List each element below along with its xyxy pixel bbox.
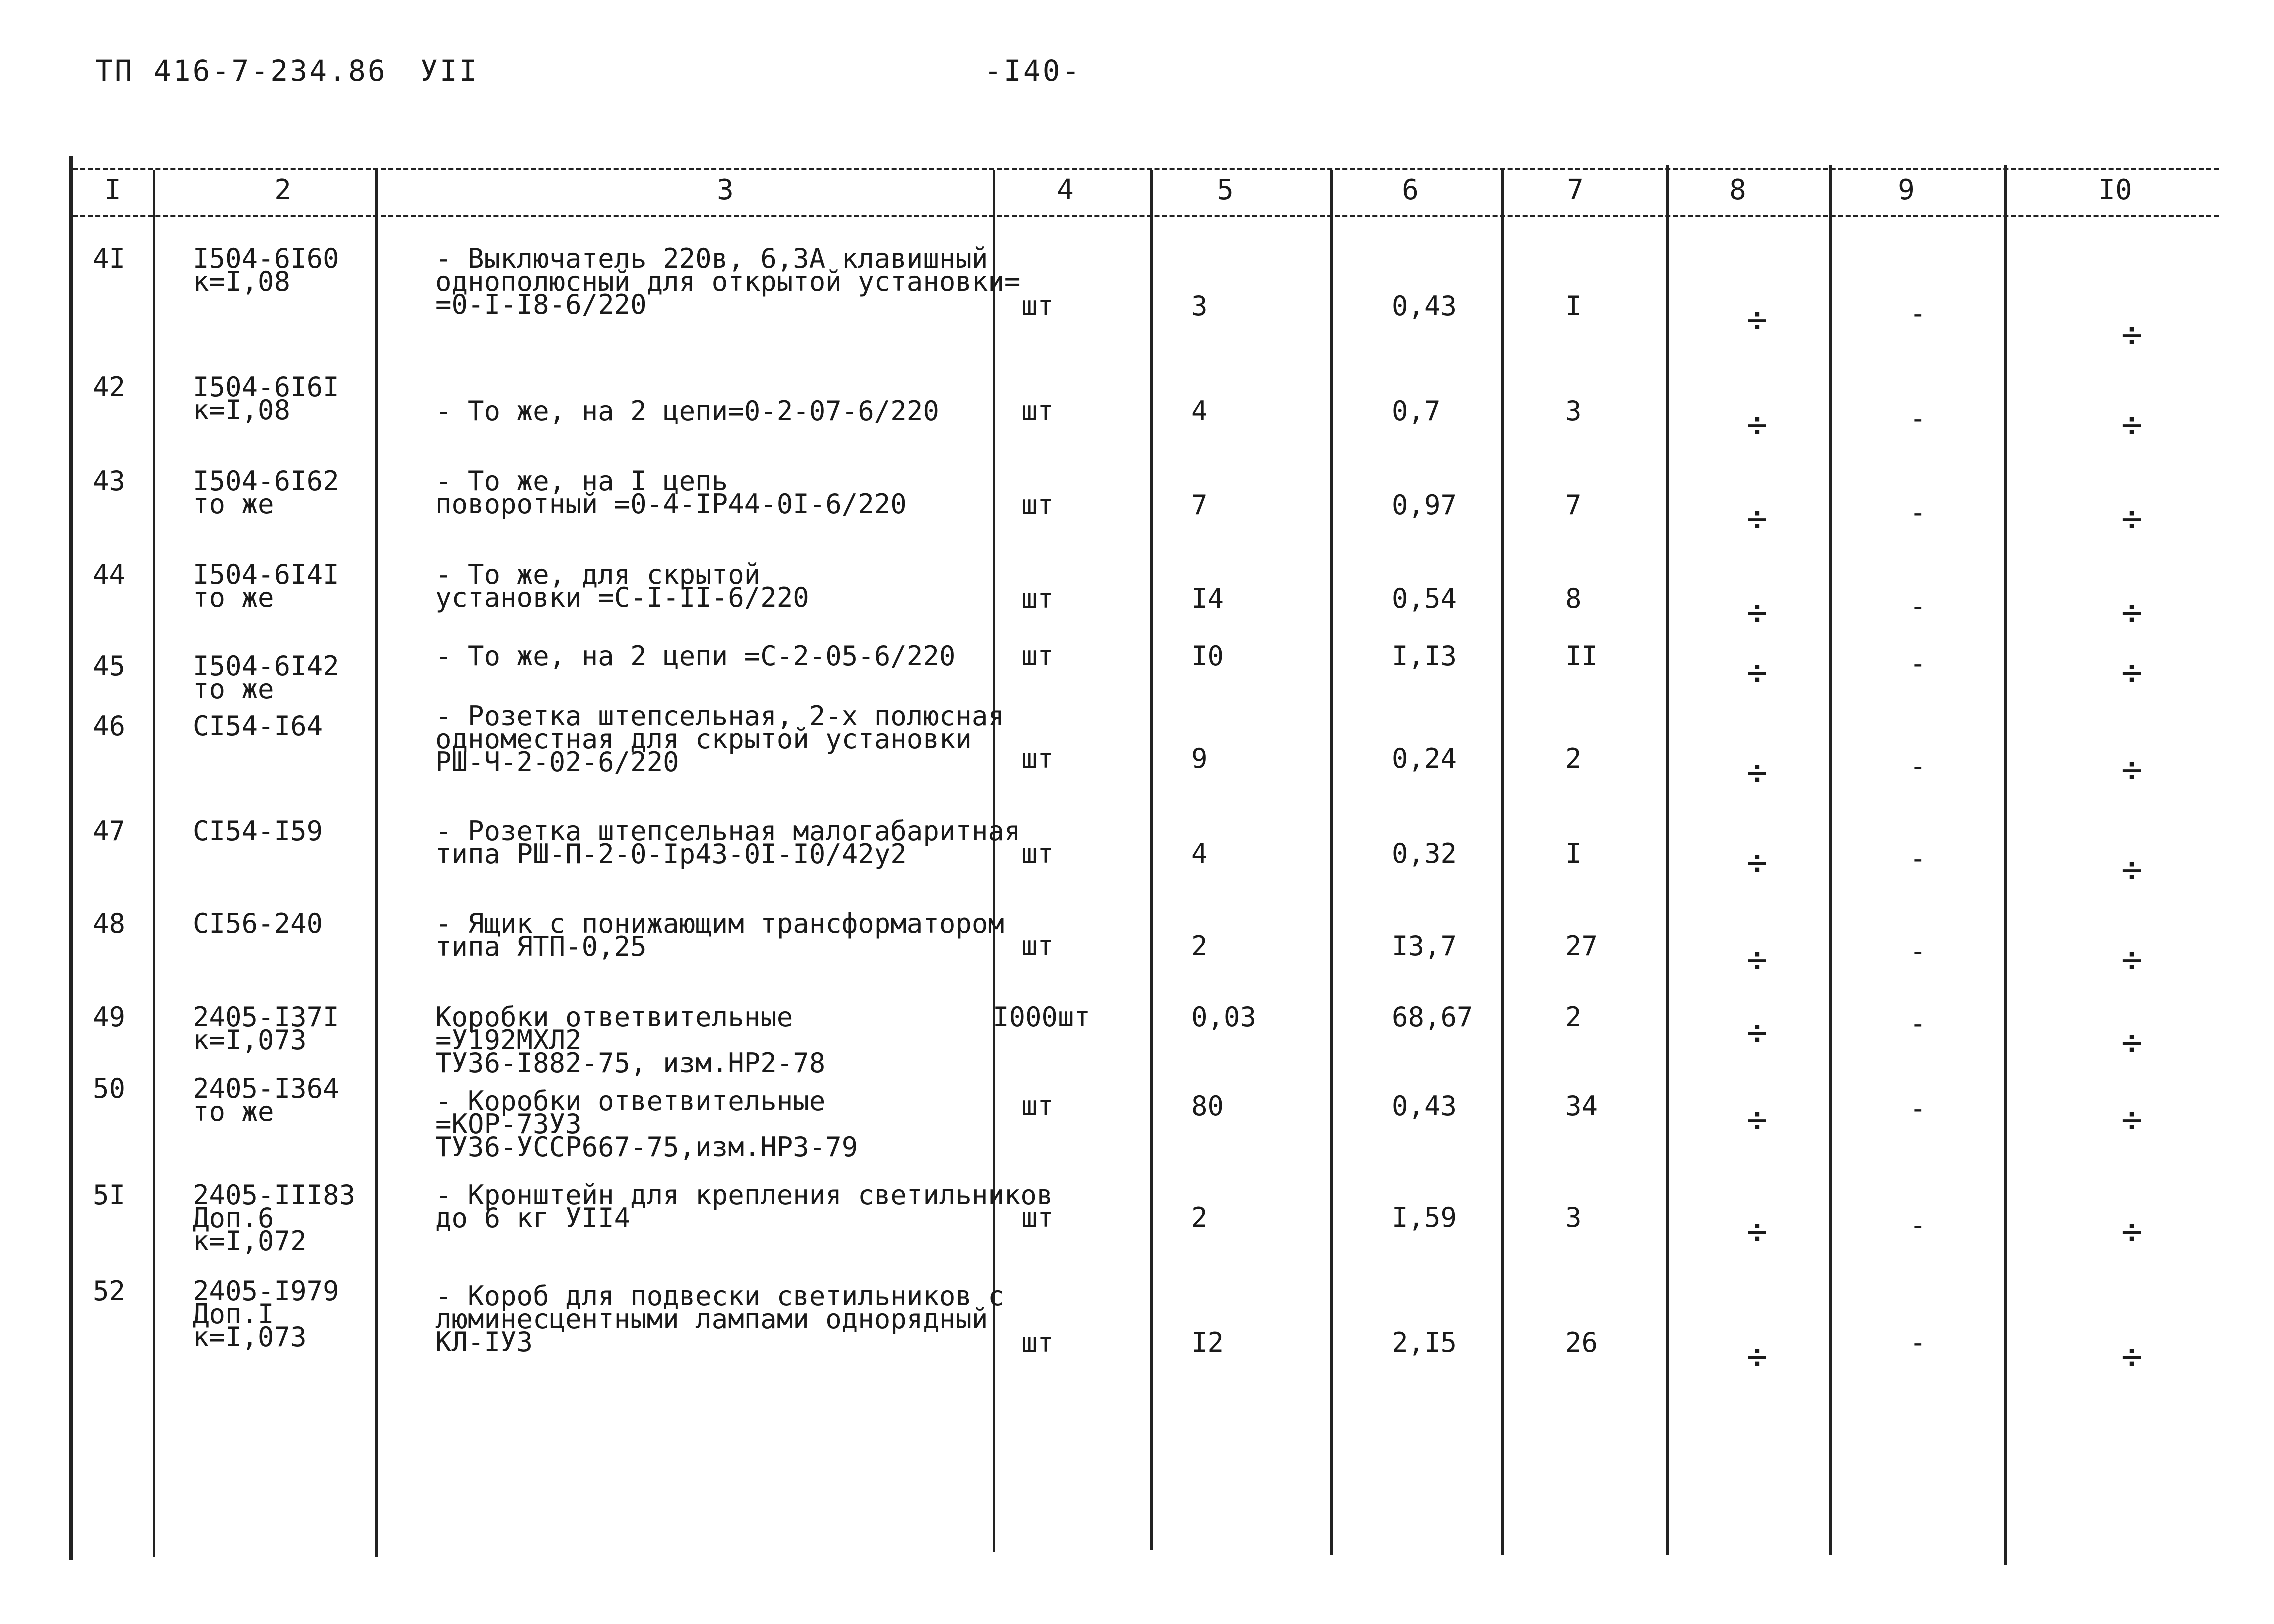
column-divider xyxy=(1829,165,1832,1555)
value-col7: 3 xyxy=(1565,396,1582,427)
ditto-mark: ÷ xyxy=(1746,300,1768,340)
catalog-code: I504-6I4I то же xyxy=(193,559,339,614)
page-number: -I40- xyxy=(984,54,1082,88)
unit: шт xyxy=(1021,1327,1054,1358)
ditto-mark: ÷ xyxy=(1746,1211,1768,1252)
item-name: - Коробки ответвительные =КОР-73У3 ТУ36-УССР667-75,изм.НР3-79 xyxy=(435,1086,858,1163)
unit: шт xyxy=(1021,930,1054,962)
ditto-mark: ÷ xyxy=(2121,592,2143,633)
column-header: 3 xyxy=(717,174,734,206)
item-name: - То же, на 2 цепи=0-2-07-6/220 xyxy=(435,396,939,427)
ditto-mark: ÷ xyxy=(2121,850,2143,890)
ditto-mark: ÷ xyxy=(2121,652,2143,693)
dash-mark: - xyxy=(1910,1327,1926,1358)
table-left-border xyxy=(69,156,73,1560)
dash-mark: - xyxy=(1910,1008,1926,1040)
ditto-mark: ÷ xyxy=(2121,498,2143,540)
column-header: 9 xyxy=(1898,174,1915,206)
value-col6: 68,67 xyxy=(1392,1002,1473,1033)
value-col6: 2,I5 xyxy=(1392,1327,1457,1358)
value-col7: I xyxy=(1565,838,1582,870)
dash-mark: - xyxy=(1910,843,1926,874)
unit: шт xyxy=(1021,838,1054,870)
column-divider xyxy=(375,170,378,1558)
ditto-mark: ÷ xyxy=(2121,1336,2143,1377)
value-col7: 7 xyxy=(1565,490,1582,521)
quantity: 4 xyxy=(1191,396,1208,427)
value-col6: 0,43 xyxy=(1392,1090,1457,1122)
unit: шт xyxy=(1021,396,1054,427)
value-col7: II xyxy=(1565,640,1598,672)
ditto-mark: ÷ xyxy=(1746,940,1768,980)
quantity: 9 xyxy=(1191,743,1208,774)
value-col6: 0,7 xyxy=(1392,396,1441,427)
row-number: 5I xyxy=(93,1180,126,1211)
ditto-mark: ÷ xyxy=(1746,752,1768,793)
value-col7: 34 xyxy=(1565,1090,1598,1122)
unit: шт xyxy=(1021,1202,1054,1234)
quantity: I0 xyxy=(1191,640,1224,672)
ditto-mark: ÷ xyxy=(1746,842,1768,883)
value-col6: 0,54 xyxy=(1392,583,1457,614)
row-number: 4I xyxy=(93,243,126,274)
value-col7: 26 xyxy=(1565,1327,1598,1358)
ditto-mark: ÷ xyxy=(2121,1022,2143,1063)
table-top-rule xyxy=(73,168,2219,170)
ditto-mark: ÷ xyxy=(1746,498,1768,540)
column-divider xyxy=(2004,165,2007,1565)
column-divider xyxy=(1501,170,1504,1555)
row-number: 43 xyxy=(93,466,126,497)
catalog-code: I504-6I42 то же xyxy=(193,650,339,705)
item-name: - Розетка штепсельная, 2-х полюсная одноместная для скрытой установки РШ-Ч-2-02-6/220 xyxy=(435,700,1004,778)
quantity: 7 xyxy=(1191,490,1208,521)
ditto-mark: ÷ xyxy=(2121,750,2143,790)
ditto-mark: ÷ xyxy=(2121,404,2143,446)
catalog-code: I504-6I62 то же xyxy=(193,466,339,520)
row-number: 47 xyxy=(93,816,126,847)
dash-mark: - xyxy=(1910,403,1926,434)
row-number: 49 xyxy=(93,1002,126,1033)
row-number: 52 xyxy=(93,1276,126,1307)
catalog-code: 2405-I37I к=I,073 xyxy=(193,1002,339,1056)
catalog-code: СI54-I59 xyxy=(193,816,323,847)
row-number: 42 xyxy=(93,372,126,403)
document-code: ТП 416-7-234.86 xyxy=(95,54,387,88)
value-col6: I3,7 xyxy=(1392,930,1457,962)
item-name: - Ящик с понижающим трансформатором типа ЯТП-0,25 xyxy=(435,908,1004,962)
column-divider xyxy=(1330,170,1333,1555)
catalog-code: 2405-I364 то же xyxy=(193,1073,339,1128)
dash-mark: - xyxy=(1910,298,1926,330)
value-col7: 27 xyxy=(1565,930,1598,962)
item-name: - То же, на I цепь поворотный =0-4-IP44-0I-6/220 xyxy=(435,466,907,520)
ditto-mark: ÷ xyxy=(1746,592,1768,633)
catalog-code: I504-6I60 к=I,08 xyxy=(193,243,339,298)
quantity: 2 xyxy=(1191,930,1208,962)
unit: шт xyxy=(1021,490,1054,521)
value-col6: 0,32 xyxy=(1392,838,1457,870)
ditto-mark: ÷ xyxy=(2121,940,2143,980)
value-col6: 0,24 xyxy=(1392,743,1457,774)
item-name: Коробки ответвительные =У192МХЛ2 ТУ36-I882-75, изм.НР2-78 xyxy=(435,1002,826,1079)
column-divider xyxy=(1150,170,1153,1550)
ditto-mark: ÷ xyxy=(1746,1336,1768,1377)
dash-mark: - xyxy=(1910,590,1926,622)
catalog-code: I504-6I6I к=I,08 xyxy=(193,372,339,426)
item-name: - То же, для скрытой установки =С-I-II-6/220 xyxy=(435,559,809,614)
quantity: 80 xyxy=(1191,1090,1224,1122)
value-col7: 8 xyxy=(1565,583,1582,614)
column-divider xyxy=(153,170,155,1558)
row-number: 50 xyxy=(93,1073,126,1104)
unit: шт xyxy=(1021,290,1054,322)
row-number: 48 xyxy=(93,908,126,940)
column-header: 6 xyxy=(1402,174,1419,206)
catalog-code: СI56-240 xyxy=(193,908,323,940)
column-header: 2 xyxy=(274,174,291,206)
item-name: - Кронштейн для крепления светильников до 6 кг УII4 xyxy=(435,1180,1053,1234)
item-name: - Выключатель 220в, 6,3А клавишный однополюсный для открытой установки= =0-I-I8-6/220 xyxy=(435,243,1021,320)
ditto-mark: ÷ xyxy=(1746,404,1768,446)
value-col7: 3 xyxy=(1565,1202,1582,1234)
item-name: - Розетка штепсельная малогабаритная типа РШ-П-2-0-Iр43-0I-I0/42у2 xyxy=(435,816,1021,870)
unit: шт xyxy=(1021,743,1054,774)
row-number: 45 xyxy=(93,650,126,682)
ditto-mark: ÷ xyxy=(2121,1211,2143,1252)
dash-mark: - xyxy=(1910,1210,1926,1241)
column-header: 7 xyxy=(1567,174,1584,206)
catalog-code: СI54-I64 xyxy=(193,710,323,742)
quantity: I2 xyxy=(1191,1327,1224,1358)
column-header: I xyxy=(104,174,121,206)
value-col6: I,59 xyxy=(1392,1202,1457,1234)
dash-mark: - xyxy=(1910,497,1926,528)
column-header: I0 xyxy=(2098,174,2132,206)
ditto-mark: ÷ xyxy=(1746,652,1768,693)
ditto-mark: ÷ xyxy=(1746,1100,1768,1140)
item-name: - То же, на 2 цепи =С-2-05-6/220 xyxy=(435,640,956,672)
unit: I000шт xyxy=(993,1002,1091,1033)
catalog-code: 2405-III83 Доп.6 к=I,072 xyxy=(193,1180,356,1257)
quantity: 4 xyxy=(1191,838,1208,870)
value-col7: 2 xyxy=(1565,1002,1582,1033)
quantity: 2 xyxy=(1191,1202,1208,1234)
value-col7: I xyxy=(1565,290,1582,322)
dash-mark: - xyxy=(1910,648,1926,680)
column-header: 5 xyxy=(1217,174,1234,206)
value-col6: I,I3 xyxy=(1392,640,1457,672)
unit: шт xyxy=(1021,1090,1054,1122)
value-col6: 0,43 xyxy=(1392,290,1457,322)
column-header: 4 xyxy=(1057,174,1074,206)
unit: шт xyxy=(1021,583,1054,614)
ditto-mark: ÷ xyxy=(2121,314,2143,356)
table-header-rule xyxy=(73,215,2219,218)
item-name: - Короб для подвески светильников с люминесцентными лампами однорядный КЛ-IУ3 xyxy=(435,1280,1004,1358)
dash-mark: - xyxy=(1910,750,1926,782)
ditto-mark: ÷ xyxy=(1746,1012,1768,1053)
unit: шт xyxy=(1021,640,1054,672)
row-number: 44 xyxy=(93,559,126,590)
quantity: I4 xyxy=(1191,583,1224,614)
row-number: 46 xyxy=(93,710,126,742)
value-col7: 2 xyxy=(1565,743,1582,774)
value-col6: 0,97 xyxy=(1392,490,1457,521)
dash-mark: - xyxy=(1910,936,1926,967)
catalog-code: 2405-I979 Доп.I к=I,073 xyxy=(193,1276,339,1353)
column-header: 8 xyxy=(1729,174,1746,206)
quantity: 3 xyxy=(1191,290,1208,322)
section-number: УII xyxy=(420,54,479,88)
ditto-mark: ÷ xyxy=(2121,1100,2143,1140)
column-divider xyxy=(1666,165,1669,1555)
dash-mark: - xyxy=(1910,1093,1926,1124)
quantity: 0,03 xyxy=(1191,1002,1257,1033)
